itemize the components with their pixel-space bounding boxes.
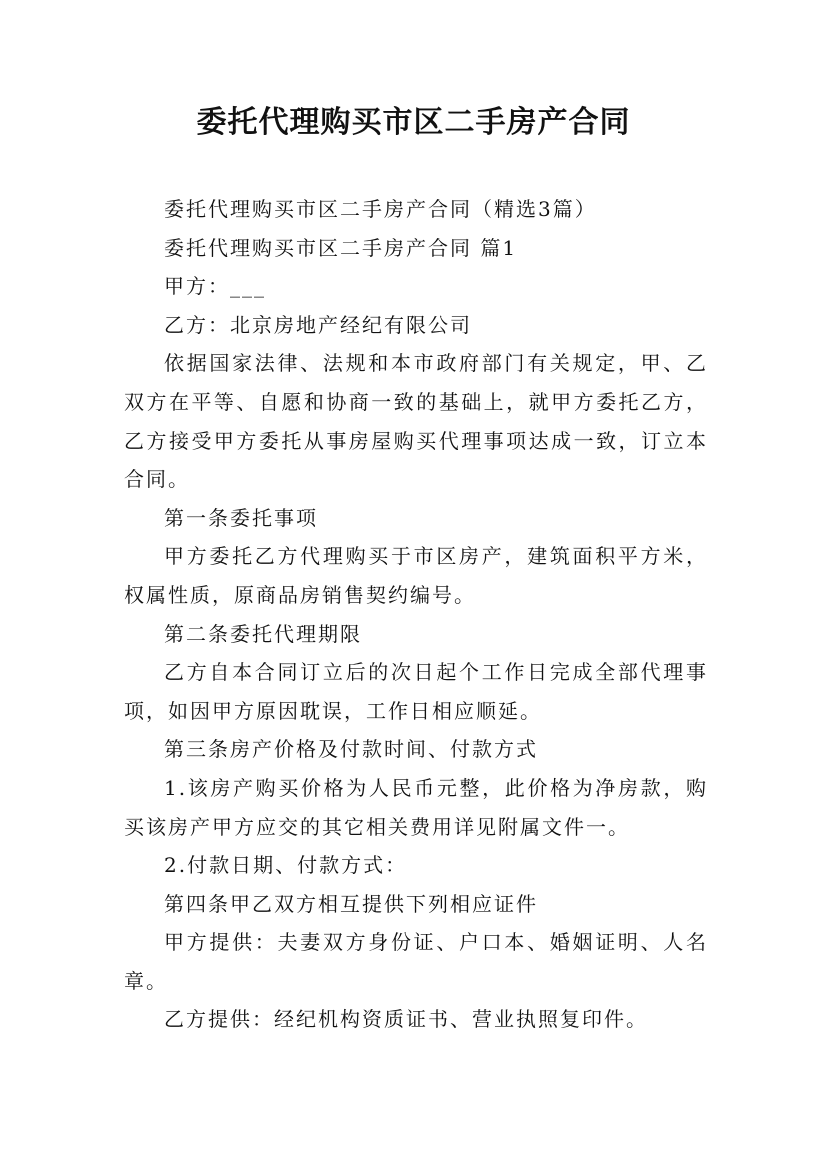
paragraph-clause-2-body: 乙方自本合同订立后的次日起个工作日完成全部代理事项，如因甲方原因耽误，工作日相应顺延。 xyxy=(124,660,708,723)
paragraph-party-b: 乙方：北京房地产经纪有限公司 xyxy=(164,312,472,337)
paragraph-clause-4-party-a: 甲方提供：夫妻双方身份证、户口本、婚姻证明、人名章。 xyxy=(124,930,708,993)
paragraph-clause-3-item-1: 1.该房产购买价格为人民币元整，此价格为净房款，购买该房产甲方应交的其它相关费用详见附属文件一。 xyxy=(124,775,708,839)
paragraph-clause-3-heading: 第三条房产价格及付款时间、付款方式 xyxy=(164,737,538,762)
paragraph-clause-1-heading: 第一条委托事项 xyxy=(164,505,318,530)
paragraph-clause-3-item-2: 2.付款日期、付款方式： xyxy=(164,853,408,878)
document-title: 委托代理购买市区二手房产合同 xyxy=(196,105,631,140)
document-body xyxy=(124,190,708,1039)
paragraph-clause-1-body: 甲方委托乙方代理购买于市区房产，建筑面积平方米，权属性质，原商品房销售契约编号。 xyxy=(124,544,708,607)
paragraph-party-a: 甲方：___ xyxy=(164,274,266,299)
paragraph-clause-4-party-b: 乙方提供：经纪机构资质证书、营业执照复印件。 xyxy=(164,1007,648,1032)
paragraph-article-heading: 委托代理购买市区二手房产合同 篇1 xyxy=(164,235,518,260)
paragraph-subtitle: 委托代理购买市区二手房产合同（精选3篇） xyxy=(164,197,597,221)
paragraph-clause-2-heading: 第二条委托代理期限 xyxy=(164,621,362,646)
paragraph-preamble: 依据国家法律、法规和本市政府部门有关规定，甲、乙双方在平等、自愿和协商一致的基础上，就甲方委托乙方，乙方接受甲方委托从事房屋购买代理事项达成一致，订立本合同。 xyxy=(124,351,708,492)
paragraph-clause-4-heading: 第四条甲乙双方相互提供下列相应证件 xyxy=(164,891,538,916)
